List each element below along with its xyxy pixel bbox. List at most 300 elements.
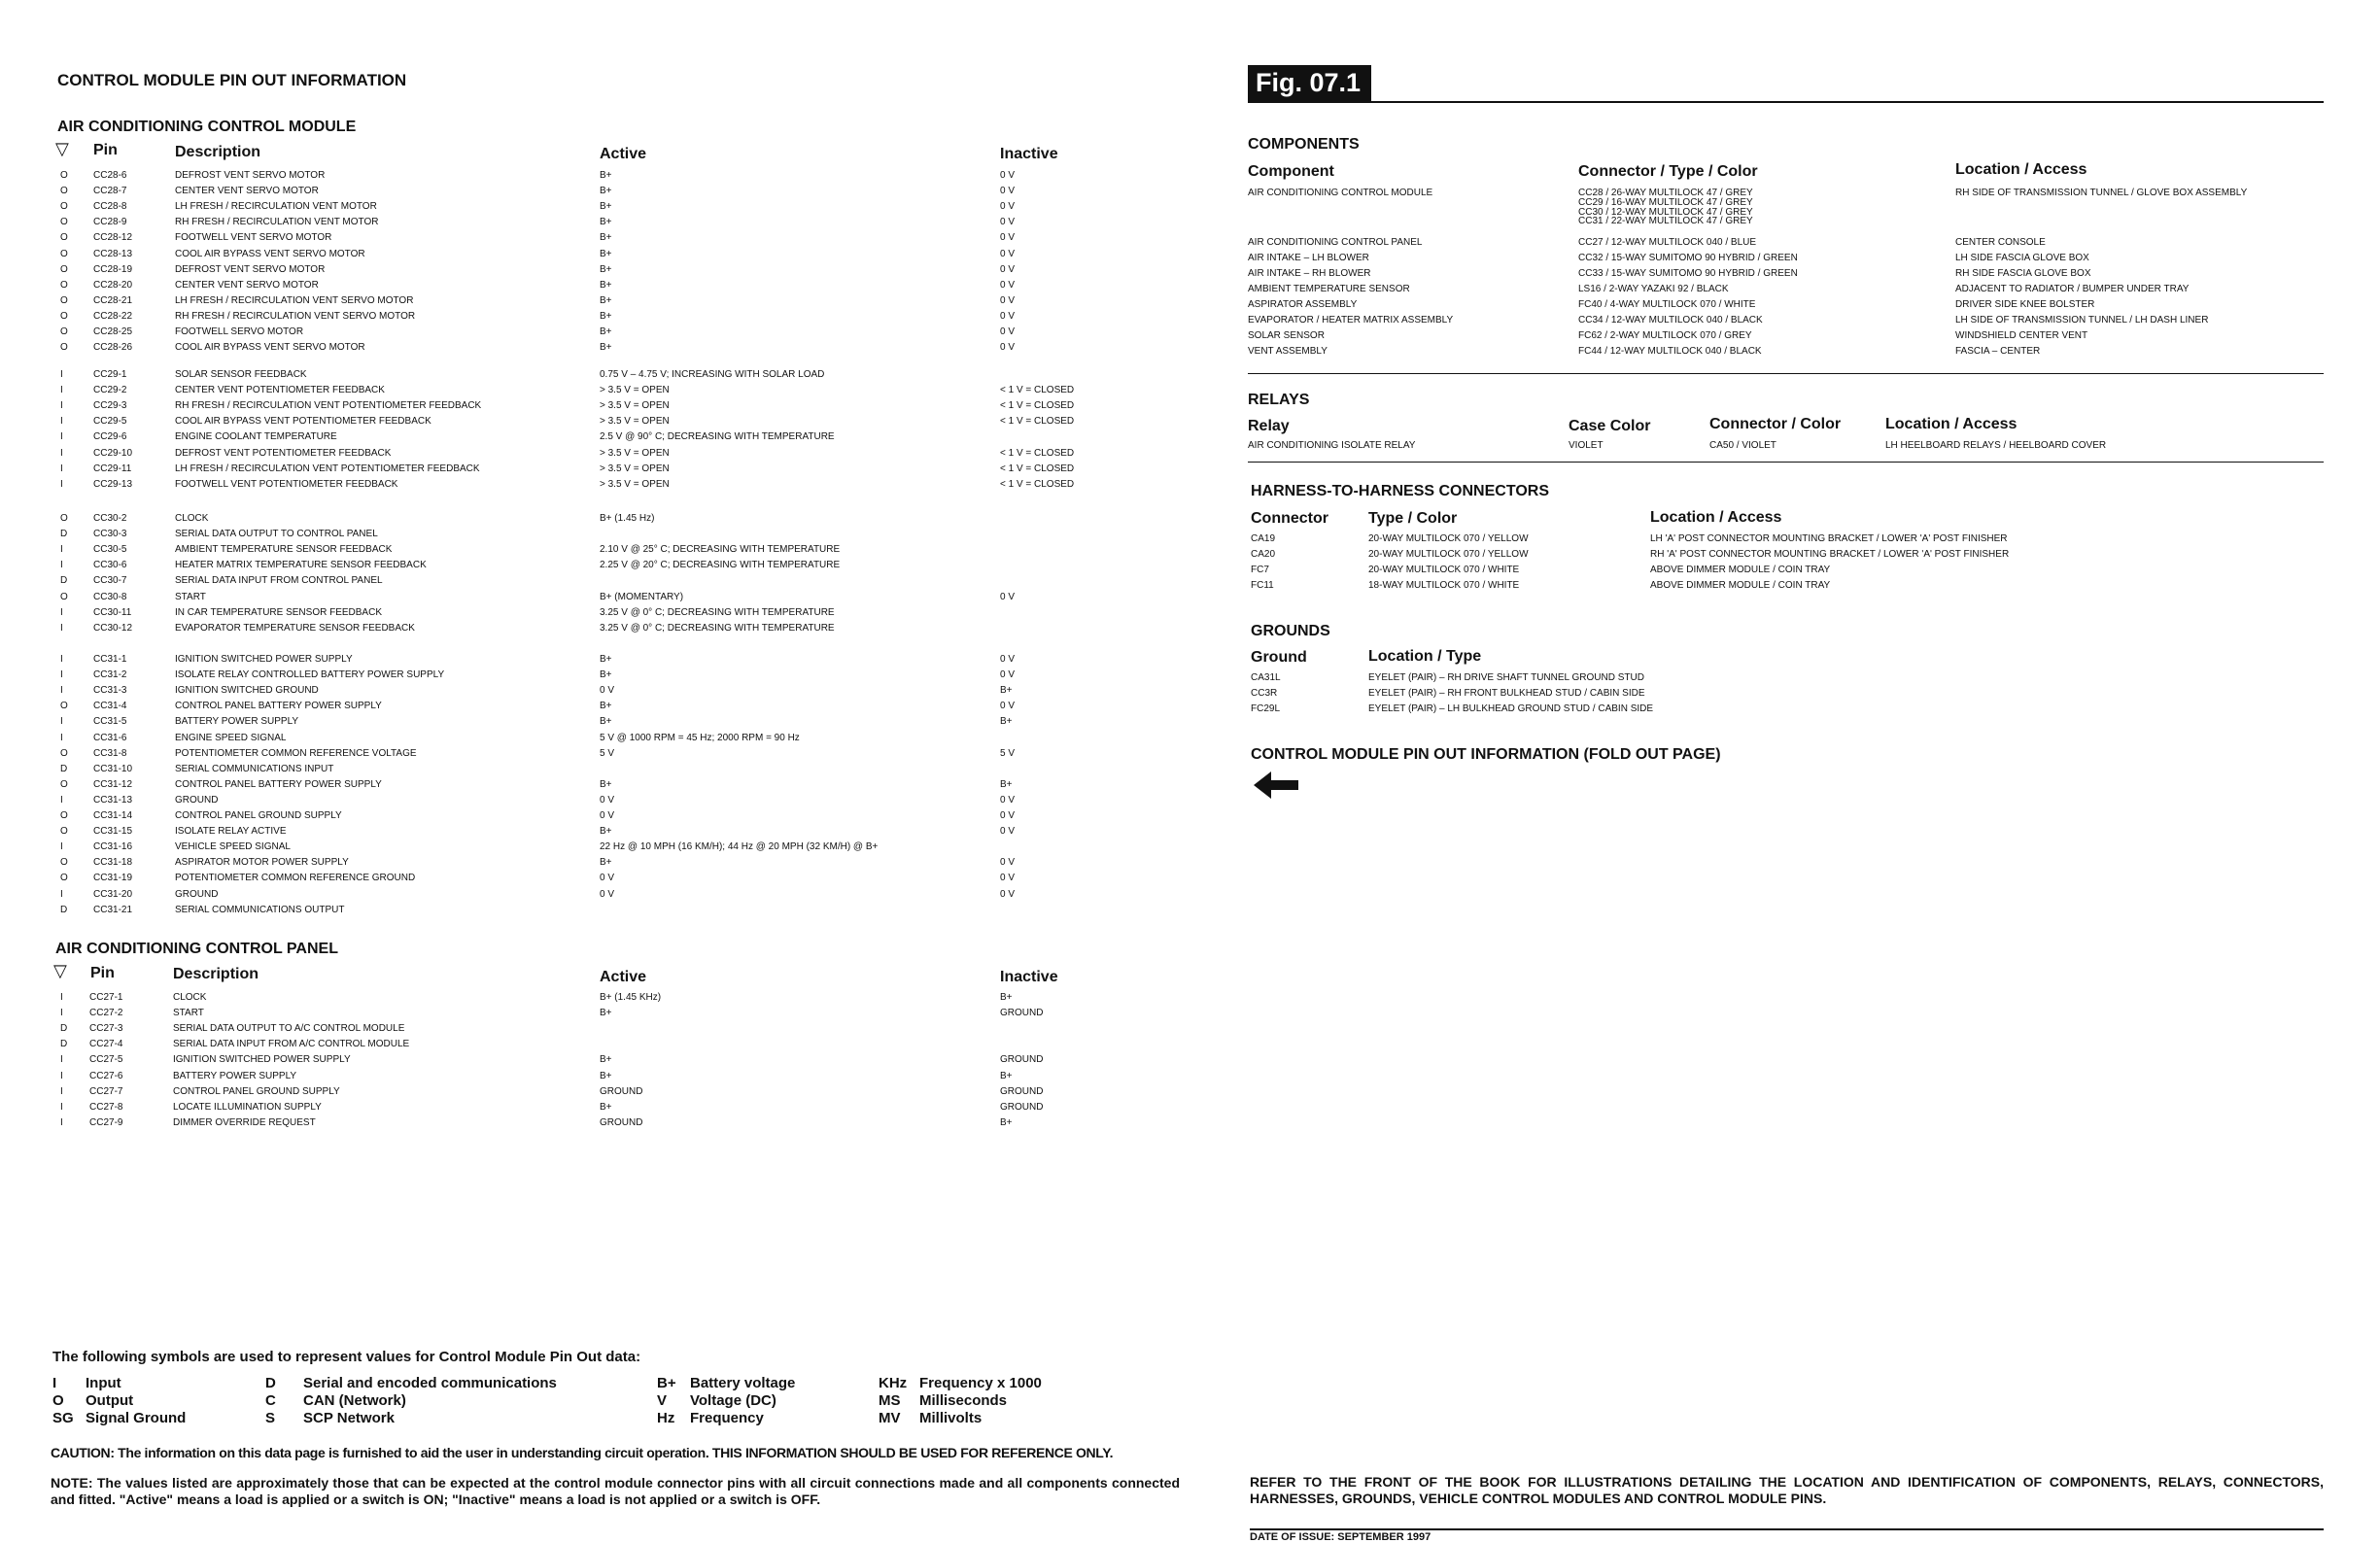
table-row-cell: BATTERY POWER SUPPLY — [175, 716, 299, 728]
list-item-cell: AIR CONDITIONING CONTROL PANEL — [1248, 237, 1423, 248]
legend-meaning: CAN (Network) — [303, 1392, 406, 1409]
table-row-cell: CC29-2 — [93, 385, 127, 396]
table-row-cell: 0 V — [1000, 794, 1016, 806]
table-row-cell: ASPIRATOR MOTOR POWER SUPPLY — [175, 857, 349, 869]
table-row-cell: SOLAR SENSOR FEEDBACK — [175, 369, 307, 380]
table-row-cell: I — [60, 416, 63, 428]
legend-symbol: MS — [879, 1392, 901, 1409]
components-rule — [1248, 373, 2324, 374]
grounds-title: GROUNDS — [1251, 623, 1330, 639]
pin-header: Pin — [93, 142, 118, 158]
table-row-cell: D — [60, 763, 68, 774]
table-row-cell: I — [60, 560, 63, 571]
table-row-cell: I — [60, 1070, 63, 1081]
triangle-icon: ▽ — [55, 139, 69, 158]
table-row-cell: CC28-6 — [93, 170, 127, 181]
list-item-cell: LH SIDE OF TRANSMISSION TUNNEL / LH DASH LINER — [1955, 315, 2209, 326]
table-row-cell: CC31-13 — [93, 794, 133, 806]
table-row-cell: COOL AIR BYPASS VENT SERVO MOTOR — [175, 342, 365, 354]
harness-connector-header: Connector — [1251, 510, 1328, 527]
table-row-cell: O — [60, 217, 68, 228]
table-row-cell: SERIAL DATA OUTPUT TO A/C CONTROL MODULE — [173, 1023, 405, 1035]
table-row-cell: B+ — [600, 778, 612, 790]
table-row-cell: B+ — [1000, 1070, 1013, 1081]
list-item-cell: AIR INTAKE – LH BLOWER — [1248, 253, 1369, 263]
table-row-cell: O — [60, 778, 68, 790]
table-row-cell: CC28-22 — [93, 310, 133, 322]
table-row-cell: I — [60, 1101, 63, 1113]
table-row-cell: LH FRESH / RECIRCULATION VENT SERVO MOTOR — [175, 294, 414, 306]
legend-meaning: Frequency x 1000 — [919, 1375, 1042, 1391]
table-row-cell: COOL AIR BYPASS VENT POTENTIOMETER FEEDBACK — [175, 416, 431, 428]
inactive-header: Inactive — [1000, 146, 1058, 162]
table-row-cell: RH FRESH / RECIRCULATION VENT MOTOR — [175, 217, 379, 228]
table-row-cell: CC31-16 — [93, 841, 133, 853]
table-row-cell: < 1 V = CLOSED — [1000, 400, 1075, 412]
table-row-cell: 0 V — [1000, 170, 1016, 181]
table-row-cell: CC27-6 — [89, 1070, 123, 1081]
list-item-cell: LH SIDE FASCIA GLOVE BOX — [1955, 253, 2089, 263]
list-item-cell: FC40 / 4-WAY MULTILOCK 070 / WHITE — [1578, 299, 1756, 310]
table-row-cell: B+ — [600, 1101, 612, 1113]
table-row-cell: CC31-21 — [93, 904, 133, 915]
table-row-cell: B+ — [600, 248, 612, 259]
table-row-cell: O — [60, 591, 68, 602]
list-item-cell: VENT ASSEMBLY — [1248, 346, 1328, 357]
table-row-cell: 5 V — [1000, 747, 1016, 759]
list-item-cell: EVAPORATOR / HEATER MATRIX ASSEMBLY — [1248, 315, 1454, 326]
table-row-cell: 0 V — [1000, 217, 1016, 228]
list-item-cell: CC33 / 15-WAY SUMITOMO 90 HYBRID / GREEN — [1578, 268, 1798, 279]
pin-header: Pin — [90, 965, 115, 981]
table-row-cell: D — [60, 1023, 68, 1035]
table-row-cell: 3.25 V @ 0° C; DECREASING WITH TEMPERATURE — [600, 606, 835, 618]
table-row-cell: 0 V — [1000, 248, 1016, 259]
table-row-cell: CC28-13 — [93, 248, 133, 259]
table-row-cell: 0 V — [1000, 326, 1016, 337]
table-row-cell: B+ — [600, 201, 612, 213]
list-item-cell: FC62 / 2-WAY MULTILOCK 070 / GREY — [1578, 330, 1752, 341]
table-row-cell: > 3.5 V = OPEN — [600, 400, 670, 412]
connector-header: Connector / Type / Color — [1578, 163, 1758, 180]
table-row-cell: 3.25 V @ 0° C; DECREASING WITH TEMPERATURE — [600, 622, 835, 634]
table-row-cell: CC31-5 — [93, 716, 127, 728]
table-row-cell: < 1 V = CLOSED — [1000, 447, 1075, 459]
list-item-cell: FC7 — [1251, 565, 1269, 575]
table-row-cell: > 3.5 V = OPEN — [600, 447, 670, 459]
table-row-cell: O — [60, 170, 68, 181]
table-row-cell: I — [60, 1054, 63, 1066]
table-row-cell: CC28-12 — [93, 232, 133, 244]
table-row-cell: B+ — [600, 669, 612, 681]
legend-meaning: Serial and encoded communications — [303, 1375, 557, 1391]
table-row-cell: CC30-12 — [93, 622, 133, 634]
table-row-cell: ENGINE COOLANT TEMPERATURE — [175, 431, 337, 443]
table-row-cell: CC28-26 — [93, 342, 133, 354]
bottom-rule — [1250, 1528, 2324, 1530]
caution-text: CAUTION: The information on this data page is furnished to aid the user in understanding circuit operation. THIS INFORMATION SHOULD BE USED FOR REFERENCE ONLY. — [51, 1445, 1114, 1460]
table-row-cell: ISOLATE RELAY ACTIVE — [175, 826, 287, 838]
table-row-cell: 0 V — [600, 794, 615, 806]
legend-symbol: I — [52, 1375, 57, 1391]
table-row-cell: B+ — [1000, 992, 1013, 1003]
list-item-cell: CC31 / 22-WAY MULTILOCK 47 / GREY — [1578, 216, 1753, 226]
table-row-cell: CC31-15 — [93, 826, 133, 838]
list-item-cell: CENTER CONSOLE — [1955, 237, 2046, 248]
table-row-cell: 0 V — [1000, 873, 1016, 884]
table-row-cell: 0 V — [1000, 669, 1016, 681]
table-row-cell: 0 V — [1000, 294, 1016, 306]
list-item-cell: FC44 / 12-WAY MULTILOCK 040 / BLACK — [1578, 346, 1762, 357]
list-item-cell: CC34 / 12-WAY MULTILOCK 040 / BLACK — [1578, 315, 1763, 326]
legend-symbol: S — [265, 1410, 276, 1426]
table-row-cell: 0 V — [1000, 654, 1016, 665]
table-row-cell: I — [60, 992, 63, 1003]
table-row-cell: CC27-7 — [89, 1085, 123, 1097]
table-row-cell: 0 V — [1000, 342, 1016, 354]
table-row-cell: CENTER VENT POTENTIOMETER FEEDBACK — [175, 385, 385, 396]
list-item-cell: LH HEELBOARD RELAYS / HEELBOARD COVER — [1885, 440, 2107, 451]
ground-location-header: Location / Type — [1368, 648, 1482, 665]
table-row-cell: CC29-10 — [93, 447, 133, 459]
list-item-cell: EYELET (PAIR) – RH DRIVE SHAFT TUNNEL GROUND STUD — [1368, 672, 1644, 683]
list-item-cell: CC3R — [1251, 688, 1278, 699]
table-row-cell: 0 V — [1000, 888, 1016, 900]
table-row-cell: BATTERY POWER SUPPLY — [173, 1070, 297, 1081]
table-row-cell: ENGINE SPEED SIGNAL — [175, 732, 287, 743]
table-row-cell: I — [60, 732, 63, 743]
legend-meaning: Frequency — [690, 1410, 764, 1426]
legend-symbol: MV — [879, 1410, 901, 1426]
table-row-cell: START — [175, 591, 206, 602]
description-header: Description — [173, 966, 259, 982]
table-row-cell: 0 V — [1000, 826, 1016, 838]
list-item-cell: DRIVER SIDE KNEE BOLSTER — [1955, 299, 2095, 310]
table-row-cell: O — [60, 310, 68, 322]
table-row-cell: B+ — [600, 1054, 612, 1066]
table-row-cell: 5 V — [600, 747, 615, 759]
acp-title: AIR CONDITIONING CONTROL PANEL — [55, 941, 338, 957]
table-row-cell: < 1 V = CLOSED — [1000, 385, 1075, 396]
table-row-cell: CC28-21 — [93, 294, 133, 306]
location-header: Location / Access — [1955, 161, 2087, 178]
inactive-header: Inactive — [1000, 969, 1058, 985]
table-row-cell: VEHICLE SPEED SIGNAL — [175, 841, 291, 853]
table-row-cell: CC31-10 — [93, 763, 133, 774]
table-row-cell: CC28-8 — [93, 201, 127, 213]
table-row-cell: CC30-6 — [93, 560, 127, 571]
table-row-cell: B+ — [1000, 685, 1013, 697]
legend-meaning: Input — [86, 1375, 121, 1391]
table-row-cell: CC31-6 — [93, 732, 127, 743]
table-row-cell: CC31-4 — [93, 701, 127, 712]
table-row-cell: B+ (1.45 Hz) — [600, 513, 655, 524]
table-row-cell: B+ — [600, 857, 612, 869]
table-row-cell: B+ — [600, 263, 612, 275]
table-row-cell: B+ — [600, 716, 612, 728]
table-row-cell: I — [60, 622, 63, 634]
list-item-cell: CA20 — [1251, 549, 1276, 560]
table-row-cell: GROUND — [1000, 1008, 1044, 1019]
table-row-cell: CC27-2 — [89, 1008, 123, 1019]
table-row-cell: B+ — [600, 701, 612, 712]
table-row-cell: 0 V — [1000, 186, 1016, 197]
list-item-cell: CC32 / 15-WAY SUMITOMO 90 HYBRID / GREEN — [1578, 253, 1798, 263]
list-item-cell: CA50 / VIOLET — [1709, 440, 1776, 451]
table-row-cell: CC29-3 — [93, 400, 127, 412]
legend-symbol: SG — [52, 1410, 74, 1426]
legend-meaning: SCP Network — [303, 1410, 395, 1426]
table-row-cell: > 3.5 V = OPEN — [600, 463, 670, 474]
table-row-cell: O — [60, 810, 68, 821]
table-row-cell: I — [60, 669, 63, 681]
table-row-cell: CC31-1 — [93, 654, 127, 665]
legend-meaning: Output — [86, 1392, 134, 1409]
table-row-cell: 0 V — [1000, 232, 1016, 244]
table-row-cell: CC30-8 — [93, 591, 127, 602]
triangle-icon: ▽ — [53, 961, 67, 980]
table-row-cell: CC28-19 — [93, 263, 133, 275]
table-row-cell: 5 V @ 1000 RPM = 45 Hz; 2000 RPM = 90 Hz — [600, 732, 800, 743]
table-row-cell: CC27-9 — [89, 1116, 123, 1128]
table-row-cell: 0 V — [1000, 263, 1016, 275]
table-row-cell: DEFROST VENT SERVO MOTOR — [175, 170, 326, 181]
list-item-cell: AIR CONDITIONING CONTROL MODULE — [1248, 188, 1433, 198]
table-row-cell: I — [60, 385, 63, 396]
legend-symbol: V — [657, 1392, 668, 1409]
legend-meaning: Milliseconds — [919, 1392, 1008, 1409]
table-row-cell: COOL AIR BYPASS VENT SERVO MOTOR — [175, 248, 365, 259]
table-row-cell: I — [60, 685, 63, 697]
table-row-cell: DEFROST VENT SERVO MOTOR — [175, 263, 326, 275]
list-item-cell: 20-WAY MULTILOCK 070 / YELLOW — [1368, 533, 1529, 544]
list-item-cell: VIOLET — [1569, 440, 1604, 451]
table-row-cell: CC31-14 — [93, 810, 133, 821]
table-row-cell: B+ — [1000, 1116, 1013, 1128]
table-row-cell: O — [60, 294, 68, 306]
table-row-cell: O — [60, 263, 68, 275]
list-item-cell: AMBIENT TEMPERATURE SENSOR — [1248, 284, 1410, 294]
table-row-cell: 22 Hz @ 10 MPH (16 KM/H); 44 Hz @ 20 MPH (32 KM/H) @ B+ — [600, 841, 879, 853]
table-row-cell: CLOCK — [175, 513, 209, 524]
table-row-cell: 0 V — [1000, 310, 1016, 322]
legend-meaning: Signal Ground — [86, 1410, 187, 1426]
table-row-cell: < 1 V = CLOSED — [1000, 478, 1075, 490]
foldout-link[interactable]: CONTROL MODULE PIN OUT INFORMATION (FOLD OUT PAGE) — [1251, 746, 1721, 763]
refer-text: REFER TO THE FRONT OF THE BOOK FOR ILLUSTRATIONS DETAILING THE LOCATION AND IDENTIFICATION OF COMPONENTS, RELAYS, CONNECTORS, HARNESSES, GROUNDS, VEHICLE CONTROL MODULES AND CONTROL MODULE PINS. — [1250, 1474, 2324, 1506]
list-item-cell: 18-WAY MULTILOCK 070 / WHITE — [1368, 580, 1520, 591]
table-row-cell: HEATER MATRIX TEMPERATURE SENSOR FEEDBACK — [175, 560, 427, 571]
table-row-cell: GROUND — [175, 794, 219, 806]
table-row-cell: CONTROL PANEL BATTERY POWER SUPPLY — [175, 778, 382, 790]
list-item-cell: 20-WAY MULTILOCK 070 / WHITE — [1368, 565, 1520, 575]
acm-title: AIR CONDITIONING CONTROL MODULE — [57, 119, 357, 135]
table-row-cell: CC31-8 — [93, 747, 127, 759]
table-row-cell: I — [60, 888, 63, 900]
table-row-cell: IGNITION SWITCHED POWER SUPPLY — [173, 1054, 351, 1066]
table-row-cell: I — [60, 1008, 63, 1019]
table-row-cell: 2.25 V @ 20° C; DECREASING WITH TEMPERATURE — [600, 560, 841, 571]
table-row-cell: ISOLATE RELAY CONTROLLED BATTERY POWER SUPPLY — [175, 669, 445, 681]
table-row-cell: B+ (MOMENTARY) — [600, 591, 684, 602]
legend-meaning: Voltage (DC) — [690, 1392, 776, 1409]
table-row-cell: CONTROL PANEL GROUND SUPPLY — [173, 1085, 340, 1097]
table-row-cell: > 3.5 V = OPEN — [600, 478, 670, 490]
components-title: COMPONENTS — [1248, 136, 1360, 153]
table-row-cell: CC30-3 — [93, 529, 127, 540]
table-row-cell: CC27-8 — [89, 1101, 123, 1113]
table-row-cell: CC27-5 — [89, 1054, 123, 1066]
list-item-cell: ADJACENT TO RADIATOR / BUMPER UNDER TRAY — [1955, 284, 2190, 294]
table-row-cell: 2.5 V @ 90° C; DECREASING WITH TEMPERATURE — [600, 431, 835, 443]
table-row-cell: I — [60, 478, 63, 490]
date-of-issue: DATE OF ISSUE: SEPTEMBER 1997 — [1250, 1531, 1431, 1543]
table-row-cell: DIMMER OVERRIDE REQUEST — [173, 1116, 316, 1128]
table-row-cell: I — [60, 400, 63, 412]
table-row-cell: B+ — [600, 342, 612, 354]
legend-symbol: Hz — [657, 1410, 675, 1426]
list-item-cell: AIR INTAKE – RH BLOWER — [1248, 268, 1371, 279]
table-row-cell: CC31-2 — [93, 669, 127, 681]
table-row-cell: POTENTIOMETER COMMON REFERENCE GROUND — [175, 873, 416, 884]
table-row-cell: POTENTIOMETER COMMON REFERENCE VOLTAGE — [175, 747, 417, 759]
table-row-cell: SERIAL DATA INPUT FROM A/C CONTROL MODULE — [173, 1039, 410, 1050]
table-row-cell: O — [60, 857, 68, 869]
table-row-cell: > 3.5 V = OPEN — [600, 416, 670, 428]
list-item-cell: 20-WAY MULTILOCK 070 / YELLOW — [1368, 549, 1529, 560]
legend-symbol: O — [52, 1392, 64, 1409]
table-row-cell: 0 V — [1000, 201, 1016, 213]
list-item-cell: CC27 / 12-WAY MULTILOCK 040 / BLUE — [1578, 237, 1757, 248]
table-row-cell: O — [60, 279, 68, 291]
table-row-cell: D — [60, 1039, 68, 1050]
table-row-cell: FOOTWELL VENT SERVO MOTOR — [175, 232, 332, 244]
list-item-cell: LS16 / 2-WAY YAZAKI 92 / BLACK — [1578, 284, 1729, 294]
table-row-cell: CC31-18 — [93, 857, 133, 869]
legend-meaning: Battery voltage — [690, 1375, 796, 1391]
table-row-cell: CC30-5 — [93, 544, 127, 556]
table-row-cell: I — [60, 447, 63, 459]
table-row-cell: CC28-20 — [93, 279, 133, 291]
left-arrow-icon[interactable] — [1254, 770, 1298, 801]
table-row-cell: B+ — [600, 1008, 612, 1019]
table-row-cell: EVAPORATOR TEMPERATURE SENSOR FEEDBACK — [175, 622, 415, 634]
table-row-cell: O — [60, 826, 68, 838]
table-row-cell: FOOTWELL SERVO MOTOR — [175, 326, 304, 337]
table-row-cell: < 1 V = CLOSED — [1000, 463, 1075, 474]
table-row-cell: SERIAL COMMUNICATIONS OUTPUT — [175, 904, 345, 915]
list-item-cell: ASPIRATOR ASSEMBLY — [1248, 299, 1358, 310]
table-row-cell: START — [173, 1008, 204, 1019]
table-row-cell: B+ — [1000, 716, 1013, 728]
table-row-cell: GROUND — [1000, 1101, 1044, 1113]
description-header: Description — [175, 144, 261, 160]
table-row-cell: SERIAL DATA INPUT FROM CONTROL PANEL — [175, 575, 383, 587]
table-row-cell: CC29-13 — [93, 478, 133, 490]
table-row-cell: CC28-7 — [93, 186, 127, 197]
table-row-cell: O — [60, 326, 68, 337]
table-row-cell: 0 V — [600, 685, 615, 697]
table-row-cell: O — [60, 186, 68, 197]
table-row-cell: 0.75 V – 4.75 V; INCREASING WITH SOLAR LOAD — [600, 369, 825, 380]
table-row-cell: CENTER VENT SERVO MOTOR — [175, 279, 319, 291]
table-row-cell: I — [60, 431, 63, 443]
top-rule — [1248, 101, 2324, 103]
list-item-cell: CA31L — [1251, 672, 1281, 683]
table-row-cell: D — [60, 575, 68, 587]
relays-title: RELAYS — [1248, 392, 1310, 408]
table-row-cell: IN CAR TEMPERATURE SENSOR FEEDBACK — [175, 606, 382, 618]
list-item-cell: RH SIDE FASCIA GLOVE BOX — [1955, 268, 2091, 279]
table-row-cell: GROUND — [1000, 1085, 1044, 1097]
table-row-cell: 0 V — [600, 810, 615, 821]
table-row-cell: B+ — [600, 217, 612, 228]
list-item-cell: ABOVE DIMMER MODULE / COIN TRAY — [1650, 580, 1831, 591]
table-row-cell: O — [60, 201, 68, 213]
table-row-cell: SERIAL COMMUNICATIONS INPUT — [175, 763, 334, 774]
table-row-cell: GROUND — [175, 888, 219, 900]
table-row-cell: 0 V — [600, 873, 615, 884]
table-row-cell: I — [60, 463, 63, 474]
table-row-cell: 0 V — [1000, 810, 1016, 821]
table-row-cell: CC31-3 — [93, 685, 127, 697]
table-row-cell: CC29-11 — [93, 463, 132, 474]
table-row-cell: < 1 V = CLOSED — [1000, 416, 1075, 428]
table-row-cell: CENTER VENT SERVO MOTOR — [175, 186, 319, 197]
table-row-cell: CC28-25 — [93, 326, 133, 337]
table-row-cell: 0 V — [600, 888, 615, 900]
table-row-cell: I — [60, 1085, 63, 1097]
table-row-cell: B+ — [600, 186, 612, 197]
table-row-cell: SERIAL DATA OUTPUT TO CONTROL PANEL — [175, 529, 378, 540]
table-row-cell: RH FRESH / RECIRCULATION VENT SERVO MOTOR — [175, 310, 416, 322]
case-color-header: Case Color — [1569, 418, 1651, 434]
list-item-cell: ABOVE DIMMER MODULE / COIN TRAY — [1650, 565, 1831, 575]
table-row-cell: CC29-6 — [93, 431, 127, 443]
list-item-cell: EYELET (PAIR) – RH FRONT BULKHEAD STUD / CABIN SIDE — [1368, 688, 1645, 699]
table-row-cell: O — [60, 248, 68, 259]
table-row-cell: D — [60, 529, 68, 540]
table-row-cell: O — [60, 701, 68, 712]
table-row-cell: I — [60, 716, 63, 728]
table-row-cell: CLOCK — [173, 992, 207, 1003]
table-row-cell: CC28-9 — [93, 217, 127, 228]
list-item-cell: FC11 — [1251, 580, 1274, 591]
table-row-cell: IGNITION SWITCHED GROUND — [175, 685, 319, 697]
table-row-cell: B+ — [600, 826, 612, 838]
legend-symbol: KHz — [879, 1375, 908, 1391]
legend-intro: The following symbols are used to represent values for Control Module Pin Out data: — [52, 1349, 641, 1365]
table-row-cell: I — [60, 841, 63, 853]
table-row-cell: CC31-19 — [93, 873, 133, 884]
list-item-cell: RH 'A' POST CONNECTOR MOUNTING BRACKET / LOWER 'A' POST FINISHER — [1650, 549, 2010, 560]
table-row-cell: I — [60, 369, 63, 380]
table-row-cell: I — [60, 794, 63, 806]
list-item-cell: SOLAR SENSOR — [1248, 330, 1325, 341]
ground-header: Ground — [1251, 649, 1307, 666]
table-row-cell: GROUND — [600, 1085, 643, 1097]
harness-type-header: Type / Color — [1368, 510, 1458, 527]
table-row-cell: LH FRESH / RECIRCULATION VENT POTENTIOMETER FEEDBACK — [175, 463, 480, 474]
table-row-cell: B+ — [600, 1070, 612, 1081]
table-row-cell: CC31-20 — [93, 888, 133, 900]
active-header: Active — [600, 969, 647, 985]
table-row-cell: FOOTWELL VENT POTENTIOMETER FEEDBACK — [175, 478, 398, 490]
table-row-cell: D — [60, 904, 68, 915]
table-row-cell: B+ — [1000, 778, 1013, 790]
list-item-cell: RH SIDE OF TRANSMISSION TUNNEL / GLOVE BOX ASSEMBLY — [1955, 188, 2248, 198]
table-row-cell: CC30-2 — [93, 513, 127, 524]
